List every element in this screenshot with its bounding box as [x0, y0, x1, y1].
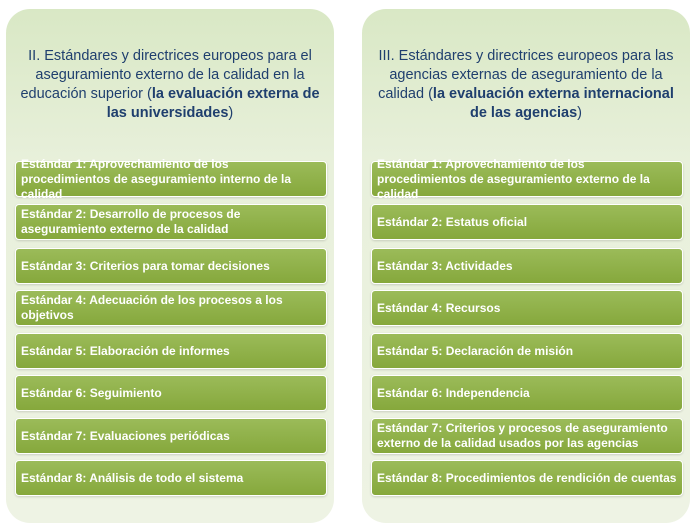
right-standard-5-label: Estándar 5: Declaración de misión	[377, 343, 574, 358]
left-column-panel	[6, 9, 334, 523]
left-standard-5	[15, 333, 327, 369]
left-standard-4	[15, 290, 327, 326]
left-standard-4-label: Estándar 4: Adecuación de los procesos a los objetivos	[21, 293, 283, 322]
left-standard-2	[15, 204, 327, 240]
right-standard-4-label: Estándar 4: Recursos	[377, 300, 501, 315]
right-standard-5	[371, 333, 683, 369]
right-standard-2-label: Estándar 2: Estatus oficial	[377, 214, 528, 229]
right-column-title	[372, 47, 680, 123]
right-standard-6-label: Estándar 6: Independencia	[377, 385, 530, 400]
right-standard-6	[371, 375, 683, 411]
left-standard-6-label: Estándar 6: Seguimiento	[21, 385, 162, 400]
right-standard-8-label: Estándar 8: Procedimientos de rendición de cuentas	[377, 470, 677, 485]
right-title-text: III. Estándares y directrices europeos para las agencias externas de aseguramiento de la calidad	[378, 48, 674, 102]
right-standard-3-label: Estándar 3: Actividades	[377, 258, 513, 273]
left-standard-3	[15, 248, 327, 284]
right-standard-3	[371, 248, 683, 284]
left-column-title	[16, 47, 324, 123]
right-column-panel	[362, 9, 690, 523]
left-title-text: II. Estándares y directrices europeos para el aseguramiento externo de la calidad en la educación superior	[20, 48, 312, 102]
left-standard-7-label: Estándar 7: Evaluaciones periódicas	[21, 428, 230, 443]
left-title-open-paren: (	[147, 86, 152, 102]
left-standard-1-label: Estándar 1: Aprovechamiento de los procedimientos de aseguramiento interno de la calidad	[21, 156, 292, 201]
left-title-emphasis: la evaluación externa de las universidades	[106, 86, 320, 121]
right-title-emphasis: la evaluación externa internacional de las agencias	[432, 86, 674, 121]
left-standard-8-label: Estándar 8: Análisis de todo el sistema	[21, 470, 244, 485]
left-standard-3-label: Estándar 3: Criterios para tomar decisiones	[21, 258, 270, 273]
right-standard-4	[371, 290, 683, 326]
right-standard-1	[371, 156, 683, 201]
right-standard-2	[371, 204, 683, 240]
right-standard-7-label: Estándar 7: Criterios y procesos de aseguramiento externo de la calidad usados por las agencias	[377, 421, 668, 450]
right-title-open-paren: (	[428, 86, 433, 102]
right-title-close-paren: )	[577, 105, 583, 121]
left-standard-1	[15, 156, 327, 201]
right-standard-7	[371, 418, 683, 454]
left-standard-6	[15, 375, 327, 411]
left-standard-7	[15, 418, 327, 454]
left-standard-2-label: Estándar 2: Desarrollo de procesos de aseguramiento externo de la calidad	[21, 207, 241, 236]
right-standard-8	[371, 460, 683, 496]
left-title-close-paren: )	[228, 105, 234, 121]
left-standard-8	[15, 460, 327, 496]
left-standard-5-label: Estándar 5: Elaboración de informes	[21, 343, 230, 358]
right-standard-1-label: Estándar 1: Aprovechamiento de los procedimientos de aseguramiento externo de la calidad	[377, 156, 650, 201]
